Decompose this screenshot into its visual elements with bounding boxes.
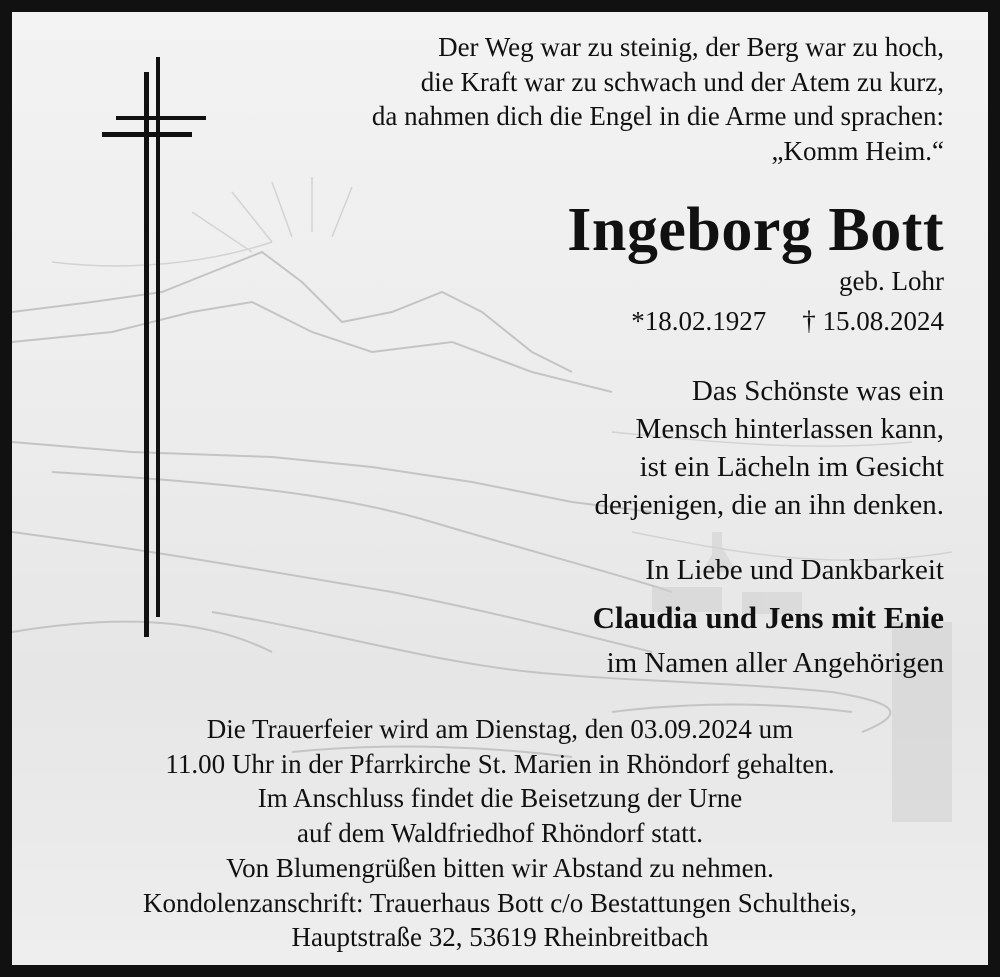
poem [372,30,944,168]
poem-line: „Komm Heim.“ [771,135,944,166]
details-line: 11.00 Uhr in der Pfarrkirche St. Marien in Rhöndorf gehalten. [165,748,835,779]
birth-date: *18.02.1927 [631,306,767,336]
signoff-love: In Liebe und Dankbarkeit [645,554,944,586]
quote [595,372,945,524]
cross-icon [102,52,212,642]
poem-line: die Kraft war zu schwach und der Atem zu kurz, [420,66,944,97]
signoff-behalf: im Namen aller Angehörigen [606,647,944,679]
poem-line: Der Weg war zu steinig, der Berg war zu hoch, [438,32,944,62]
death-date: † 15.08.2024 [802,306,944,336]
signoff-family: Claudia und Jens mit Enie [592,600,944,635]
details-line: Hauptstraße 32, 53619 Rheinbreitbach [291,922,709,953]
birth-name: geb. Lohr [839,266,944,296]
details-line: Von Blumengrüßen bitten wir Abstand zu nehmen. [226,852,774,883]
quote-line: ist ein Lächeln im Gesicht [639,451,944,483]
details-line: Die Trauerfeier wird am Dienstag, den 03.09.2024 um [206,714,794,744]
poem-line: da nahmen dich die Engel in die Arme und sprachen: [371,101,944,131]
quote-line: Das Schönste was ein [691,375,944,407]
details-line: Im Anschluss findet die Beisetzung der Urne [257,783,743,814]
quote-line: Mensch hinterlassen kann, [635,413,944,445]
deceased-name: Ingeborg Bott [567,196,944,264]
details-line: Kondolenzanschrift: Trauerhaus Bott c/o Bestattungen Schultheis, [143,887,857,918]
funeral-details [12,712,988,955]
quote-line: derjenigen, die an ihn denken. [594,489,944,521]
details-line: auf dem Waldfriedhof Rhöndorf statt. [297,818,703,849]
life-dates [631,304,944,338]
